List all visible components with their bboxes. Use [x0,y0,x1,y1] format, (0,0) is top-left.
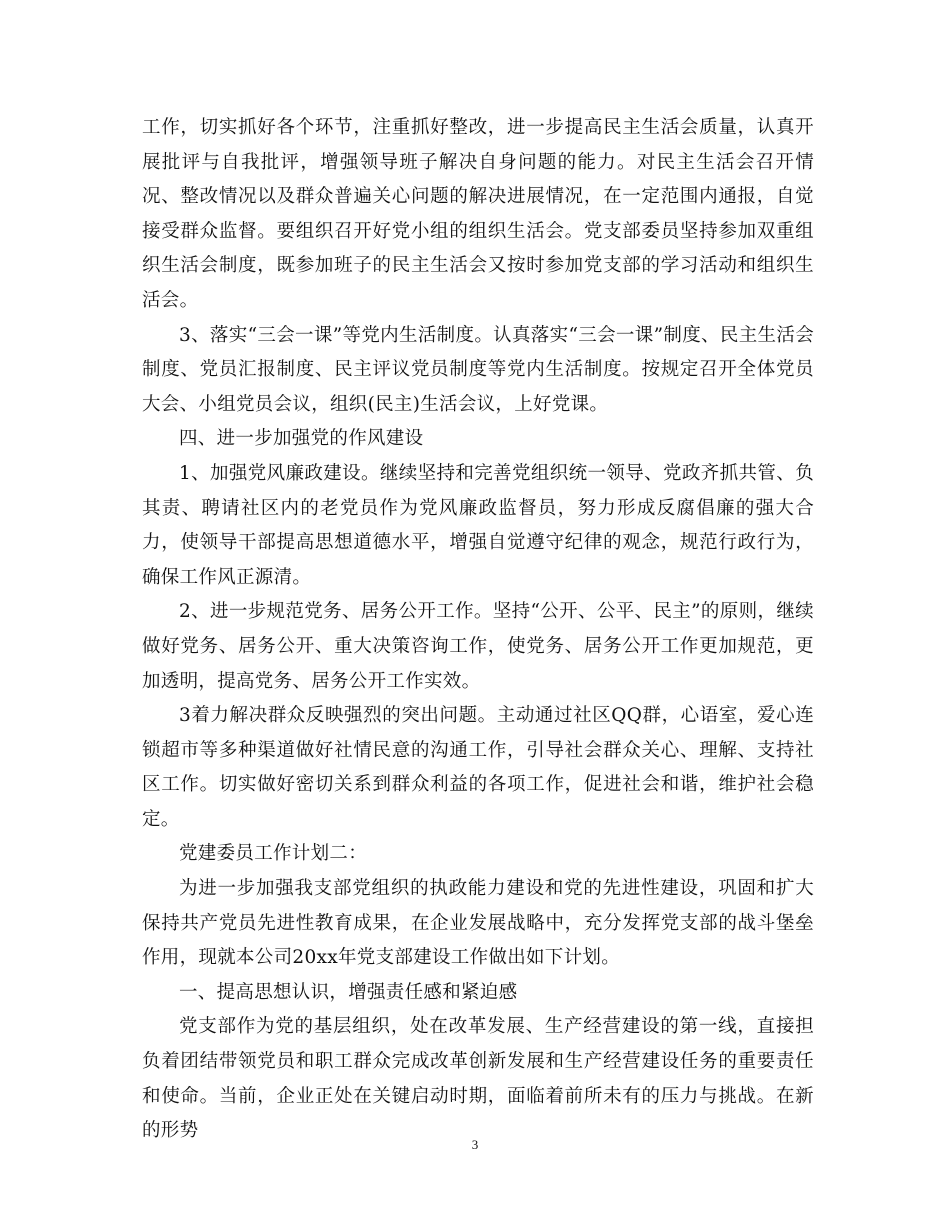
paragraph-8: 为进一步加强我支部党组织的执政能力建设和党的先进性建设，巩固和扩大保持共产党员先进性教育成果，在企业发展战略中，充分发挥党支部的战斗堡垒作用，现就本公司20xx年党支部建设工作做出如下计划。 [142,878,814,969]
section-heading-4: 四、进一步加强党的作风建设 [179,428,424,450]
document-body [142,111,814,1149]
page-number: 3 [471,1137,479,1152]
paragraph-2: 3、落实“三会一课”等党内生活制度。认真落实“三会一课”制度、民主生活会制度、党员汇报制度、民主评议党员制度等党内生活制度。按规定召开全体党员大会、小组党员会议，组织(民主)生活会议，上好党课。 [142,324,814,415]
paragraph-4: 1、加强党风廉政建设。继续坚持和完善党组织统一领导、党政齐抓共管、负其责、聘请社区内的老党员作为党风廉政监督员，努力形成反腐倡廉的强大合力，使领导干部提高思想道德水平，增强自觉遵守纪律的观念，规范行政行为，确保工作风正源清。 [142,462,814,588]
plan-two-title: 党建委员工作计划二： [179,843,368,865]
paragraph-1: 工作，切实抓好各个环节，注重抓好整改，进一步提高民主生活会质量，认真开展批评与自我批评，增强领导班子解决自身问题的能力。对民主生活会召开情况、整改情况以及群众普遍关心问题的解决进展情况，在一定范围内通报，自觉接受群众监督。要组织召开好党小组的组织生活会。党支部委员坚持参加双重组织生活会制度，既参加班子的民主生活会又按时参加党支部的学习活动和组织生活会。 [142,117,814,311]
paragraph-5: 2、进一步规范党务、居务公开工作。坚持“公开、公平、民主”的原则，继续做好党务、居务公开、重大决策咨询工作，使党务、居务公开工作更加规范，更加透明，提高党务、居务公开工作实效。 [142,601,814,692]
section-heading-1: 一、提高思想认识，增强责任感和紧迫感 [179,981,518,1003]
paragraph-10: 党支部作为党的基层组织，处在改革发展、生产经营建设的第一线，直接担负着团结带领党员和职工群众完成改革创新发展和生产经营建设任务的重要责任和使命。当前，企业正处在关键启动时期，面临着前所未有的压力与挑战。在新的形势 [142,1016,814,1142]
paragraph-6: 3着力解决群众反映强烈的突出问题。主动通过社区QQ群，心语室，爱心连锁超市等多种渠道做好社情民意的沟通工作，引导社会群众关心、理解、支持社区工作。切实做好密切关系到群众利益的各项工作，促进社会和谐，维护社会稳定。 [142,705,814,830]
